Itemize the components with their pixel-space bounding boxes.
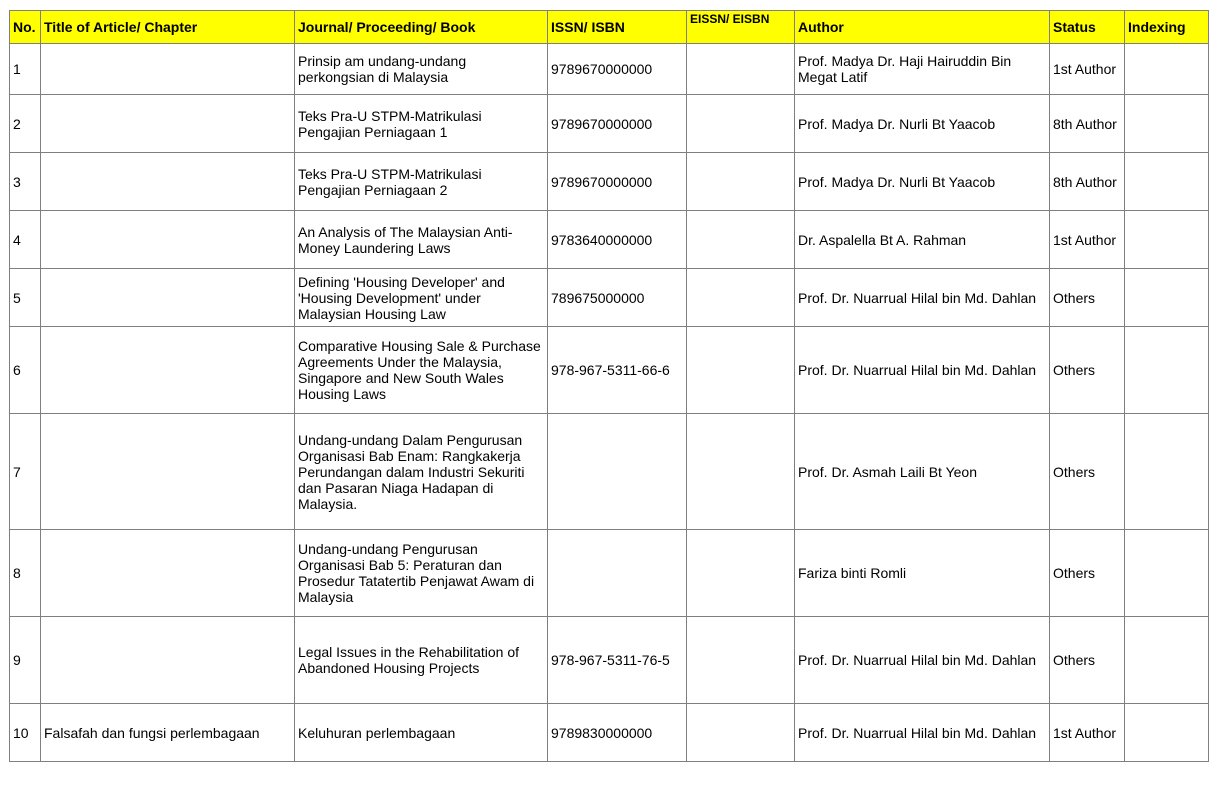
cell-eissn[interactable] — [687, 269, 795, 327]
cell-author[interactable]: Prof. Madya Dr. Nurli Bt Yaacob — [795, 95, 1050, 153]
cell-status[interactable]: 1st Author — [1050, 44, 1125, 95]
cell-author[interactable]: Dr. Aspalella Bt A. Rahman — [795, 211, 1050, 269]
cell-issn[interactable]: 9789670000000 — [548, 95, 687, 153]
cell-author[interactable]: Prof. Dr. Nuarrual Hilal bin Md. Dahlan — [795, 617, 1050, 704]
cell-no[interactable]: 4 — [10, 211, 41, 269]
cell-journal[interactable]: Keluhuran perlembagaan — [295, 704, 548, 762]
table-row — [10, 153, 1209, 211]
cell-no[interactable]: 2 — [10, 95, 41, 153]
cell-journal[interactable]: An Analysis of The Malaysian Anti-Money Laundering Laws — [295, 211, 548, 269]
cell-issn[interactable]: 9789670000000 — [548, 153, 687, 211]
cell-status[interactable]: Others — [1050, 327, 1125, 414]
cell-title[interactable] — [41, 211, 295, 269]
header-row — [10, 11, 1209, 44]
cell-author[interactable]: Prof. Dr. Asmah Laili Bt Yeon — [795, 414, 1050, 530]
table-row — [10, 530, 1209, 617]
cell-author[interactable]: Prof. Dr. Nuarrual Hilal bin Md. Dahlan — [795, 704, 1050, 762]
cell-indexing[interactable] — [1125, 704, 1209, 762]
col-header-indexing[interactable]: Indexing — [1125, 11, 1209, 44]
cell-issn[interactable]: 9789670000000 — [548, 44, 687, 95]
table-body — [10, 44, 1209, 762]
cell-issn[interactable]: 978-967-5311-76-5 — [548, 617, 687, 704]
cell-status[interactable]: 1st Author — [1050, 211, 1125, 269]
cell-title[interactable]: Falsafah dan fungsi perlembagaan — [41, 704, 295, 762]
col-header-author[interactable]: Author — [795, 11, 1050, 44]
cell-issn[interactable] — [548, 414, 687, 530]
table-row — [10, 327, 1209, 414]
table-row — [10, 211, 1209, 269]
cell-indexing[interactable] — [1125, 44, 1209, 95]
cell-issn[interactable]: 9789830000000 — [548, 704, 687, 762]
table-row — [10, 704, 1209, 762]
cell-eissn[interactable] — [687, 95, 795, 153]
cell-eissn[interactable] — [687, 704, 795, 762]
cell-issn[interactable] — [548, 530, 687, 617]
cell-status[interactable]: 1st Author — [1050, 704, 1125, 762]
cell-journal[interactable]: Teks Pra-U STPM-Matrikulasi Pengajian Perniagaan 2 — [295, 153, 548, 211]
cell-status[interactable]: 8th Author — [1050, 95, 1125, 153]
cell-indexing[interactable] — [1125, 530, 1209, 617]
cell-author[interactable]: Prof. Madya Dr. Haji Hairuddin Bin Megat Latif — [795, 44, 1050, 95]
cell-author[interactable]: Prof. Dr. Nuarrual Hilal bin Md. Dahlan — [795, 269, 1050, 327]
cell-eissn[interactable] — [687, 327, 795, 414]
cell-title[interactable] — [41, 44, 295, 95]
cell-no[interactable]: 3 — [10, 153, 41, 211]
table-row — [10, 44, 1209, 95]
cell-indexing[interactable] — [1125, 414, 1209, 530]
cell-eissn[interactable] — [687, 530, 795, 617]
cell-journal[interactable]: Prinsip am undang-undang perkongsian di Malaysia — [295, 44, 548, 95]
table-row — [10, 414, 1209, 530]
cell-status[interactable]: Others — [1050, 617, 1125, 704]
cell-status[interactable]: 8th Author — [1050, 153, 1125, 211]
cell-status[interactable]: Others — [1050, 269, 1125, 327]
cell-eissn[interactable] — [687, 153, 795, 211]
cell-indexing[interactable] — [1125, 617, 1209, 704]
cell-no[interactable]: 1 — [10, 44, 41, 95]
cell-indexing[interactable] — [1125, 95, 1209, 153]
cell-no[interactable]: 7 — [10, 414, 41, 530]
cell-eissn[interactable] — [687, 617, 795, 704]
cell-eissn[interactable] — [687, 414, 795, 530]
cell-issn[interactable]: 789675000000 — [548, 269, 687, 327]
publications-table — [9, 10, 1209, 762]
col-header-no[interactable]: No. — [10, 11, 41, 44]
col-header-title[interactable]: Title of Article/ Chapter — [41, 11, 295, 44]
cell-author[interactable]: Fariza binti Romli — [795, 530, 1050, 617]
cell-no[interactable]: 9 — [10, 617, 41, 704]
cell-title[interactable] — [41, 530, 295, 617]
cell-no[interactable]: 6 — [10, 327, 41, 414]
cell-status[interactable]: Others — [1050, 530, 1125, 617]
cell-title[interactable] — [41, 269, 295, 327]
col-header-journal[interactable]: Journal/ Proceeding/ Book — [295, 11, 548, 44]
cell-title[interactable] — [41, 153, 295, 211]
cell-eissn[interactable] — [687, 211, 795, 269]
cell-title[interactable] — [41, 414, 295, 530]
cell-journal[interactable]: Defining 'Housing Developer' and 'Housing Development' under Malaysian Housing Law — [295, 269, 548, 327]
cell-issn[interactable]: 9783640000000 — [548, 211, 687, 269]
col-header-status[interactable]: Status — [1050, 11, 1125, 44]
cell-title[interactable] — [41, 617, 295, 704]
cell-title[interactable] — [41, 327, 295, 414]
cell-eissn[interactable] — [687, 44, 795, 95]
cell-author[interactable]: Prof. Madya Dr. Nurli Bt Yaacob — [795, 153, 1050, 211]
cell-indexing[interactable] — [1125, 327, 1209, 414]
cell-journal[interactable]: Undang-undang Pengurusan Organisasi Bab 5: Peraturan dan Prosedur Tatatertib Penjawat Awam di Malaysia — [295, 530, 548, 617]
cell-no[interactable]: 10 — [10, 704, 41, 762]
table-row — [10, 95, 1209, 153]
cell-no[interactable]: 5 — [10, 269, 41, 327]
cell-no[interactable]: 8 — [10, 530, 41, 617]
col-header-eissn[interactable]: EISSN/ EISBN — [687, 11, 795, 44]
cell-author[interactable]: Prof. Dr. Nuarrual Hilal bin Md. Dahlan — [795, 327, 1050, 414]
table-row — [10, 269, 1209, 327]
cell-journal[interactable]: Undang-undang Dalam Pengurusan Organisasi Bab Enam: Rangkakerja Perundangan dalam Industri Sekuriti dan Pasaran Niaga Hadapan di Malaysia. — [295, 414, 548, 530]
cell-title[interactable] — [41, 95, 295, 153]
cell-indexing[interactable] — [1125, 153, 1209, 211]
cell-status[interactable]: Others — [1050, 414, 1125, 530]
cell-journal[interactable]: Comparative Housing Sale & Purchase Agreements Under the Malaysia, Singapore and New South Wales Housing Laws — [295, 327, 548, 414]
cell-indexing[interactable] — [1125, 269, 1209, 327]
table-row — [10, 617, 1209, 704]
cell-indexing[interactable] — [1125, 211, 1209, 269]
cell-journal[interactable]: Legal Issues in the Rehabilitation of Abandoned Housing Projects — [295, 617, 548, 704]
cell-journal[interactable]: Teks Pra-U STPM-Matrikulasi Pengajian Perniagaan 1 — [295, 95, 548, 153]
col-header-issn[interactable]: ISSN/ ISBN — [548, 11, 687, 44]
cell-issn[interactable]: 978-967-5311-66-6 — [548, 327, 687, 414]
